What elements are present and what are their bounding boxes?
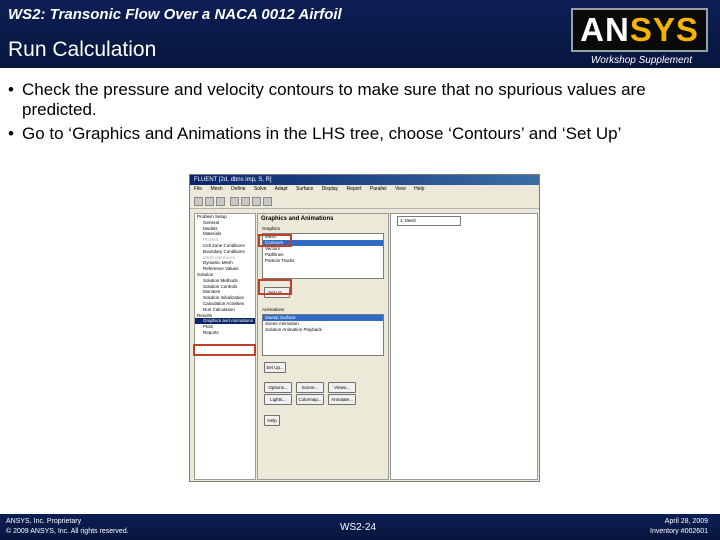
tree-item[interactable]: Solution xyxy=(197,271,214,277)
tree-item[interactable]: Phases xyxy=(203,237,219,243)
graphics-animations-panel xyxy=(257,213,389,480)
tree-item[interactable]: Plots xyxy=(203,324,214,330)
slide-title: WS2: Transonic Flow Over a NACA 0012 Airfoil xyxy=(8,6,342,23)
header-bar xyxy=(0,0,720,68)
tree-item[interactable]: Solution Initialization xyxy=(203,295,245,301)
tree-item[interactable]: Solution Controls xyxy=(203,283,238,289)
pan-icon[interactable] xyxy=(241,197,250,206)
graphics-item-mesh[interactable]: Mesh xyxy=(265,234,277,239)
bullet-item: • Check the pressure and velocity contours to make sure that no spurious values are predicted. xyxy=(8,80,646,119)
menu-adapt[interactable]: Adapt xyxy=(274,186,288,192)
graphics-item-contours[interactable]: Contours xyxy=(263,240,383,246)
tree-item[interactable]: Boundary Conditions xyxy=(203,248,245,254)
proprietary-text: ANSYS, Inc. Proprietary xyxy=(6,518,82,525)
menu-view[interactable]: View xyxy=(394,186,406,192)
fluent-menu-bar xyxy=(190,185,539,194)
menu-surface[interactable]: Surface xyxy=(296,186,314,192)
highlight-setup xyxy=(258,279,292,295)
tree-item[interactable]: Models xyxy=(203,225,218,231)
scene-button[interactable]: Scene... xyxy=(296,382,324,393)
lights-button[interactable]: Lights... xyxy=(264,394,292,405)
open-icon[interactable] xyxy=(194,197,203,206)
menu-parallel[interactable]: Parallel xyxy=(369,186,387,192)
annotate-button[interactable]: Annotate... xyxy=(328,394,356,405)
tree-item[interactable]: Monitors xyxy=(203,289,221,295)
bullet-text: Check the pressure and velocity contours to make sure that no spurious values are predicted. xyxy=(22,80,646,119)
bullet-text: Go to ‘Graphics and Animations in the LHS tree, choose ‘Contours’ and ‘Set Up’ xyxy=(22,124,622,143)
panel-title: Graphics and Animations xyxy=(261,216,334,222)
menu-file[interactable]: File xyxy=(194,186,203,192)
options-button[interactable]: Options... xyxy=(264,382,292,393)
menu-define[interactable]: Define xyxy=(231,186,246,192)
graphics-item-particle-tracks[interactable]: Particle Tracks xyxy=(265,258,295,263)
graphics-window-select[interactable]: 1: Mesh xyxy=(397,216,461,226)
date-text: April 28, 2009 xyxy=(664,518,708,525)
tree-item[interactable]: Reference Values xyxy=(203,266,239,272)
graphics-item-vectors[interactable]: Vectors xyxy=(265,246,281,251)
slide-number: WS2-24 xyxy=(340,522,377,533)
menu-report[interactable]: Report xyxy=(346,186,362,192)
bullet-list xyxy=(8,80,698,148)
colormap-button[interactable]: Colormap... xyxy=(296,394,324,405)
rotate-icon[interactable] xyxy=(230,197,239,206)
slide-subtitle: Run Calculation xyxy=(8,38,157,61)
print-icon[interactable] xyxy=(216,197,225,206)
workshop-supplement-label: Workshop Supplement xyxy=(590,55,692,66)
help-button[interactable]: Help xyxy=(264,415,280,426)
menu-display[interactable]: Display xyxy=(321,186,339,192)
copyright-text: © 2009 ANSYS, Inc. All rights reserved. xyxy=(6,528,129,535)
fit-icon[interactable] xyxy=(263,197,272,206)
footer-bar xyxy=(0,514,720,540)
animation-item-sweep-surface[interactable]: Sweep Surface xyxy=(263,315,383,321)
graphics-item-pathlines[interactable]: Pathlines xyxy=(265,252,284,257)
highlight-contours xyxy=(258,234,292,247)
animations-setup-button[interactable]: Set Up... xyxy=(264,362,286,373)
graphics-label: Graphics xyxy=(262,226,281,231)
ansys-logo xyxy=(571,8,708,52)
inventory-text: Inventory #002601 xyxy=(650,528,708,535)
tree-item[interactable]: Calculation Activities xyxy=(203,300,245,306)
bullet-item: • Go to ‘Graphics and Animations in the LHS tree, choose ‘Contours’ and ‘Set Up’ xyxy=(8,124,622,143)
zoom-icon[interactable] xyxy=(252,197,261,206)
tree-item[interactable]: Solution Methods xyxy=(203,277,238,283)
footer-left xyxy=(6,517,129,537)
fluent-screenshot xyxy=(189,174,540,482)
menu-mesh[interactable]: Mesh xyxy=(210,186,223,192)
graphics-setup-button[interactable]: Set Up... xyxy=(264,287,290,298)
animation-item-scene-animation[interactable]: Scene Animation xyxy=(265,321,299,326)
menu-help[interactable]: Help xyxy=(414,186,425,192)
tree-item[interactable]: Materials xyxy=(203,231,222,237)
animations-label: Animations xyxy=(262,307,285,312)
graphics-window[interactable] xyxy=(390,213,538,480)
animation-item-playback[interactable]: Solution Animation Playback xyxy=(265,327,322,332)
tree-item[interactable]: Problem Setup xyxy=(197,214,227,219)
tree-item[interactable]: Reports xyxy=(203,329,219,335)
menu-solve[interactable]: Solve xyxy=(253,186,267,192)
fluent-toolbar xyxy=(190,194,539,209)
footer-right xyxy=(650,517,708,537)
tree-item[interactable]: General xyxy=(203,219,220,225)
save-icon[interactable] xyxy=(205,197,214,206)
highlight-graphics-animations xyxy=(193,344,256,356)
fluent-title-bar: FLUENT [2d, dbns imp, S, R] xyxy=(190,175,539,185)
animations-list xyxy=(262,314,384,356)
tree-item[interactable]: Dynamic Mesh xyxy=(203,260,233,266)
tree-item[interactable]: Cell Zone Conditions xyxy=(203,242,245,248)
ansys-logo-text: ANSYS xyxy=(580,11,699,48)
tree-item[interactable]: Graphics and Animations xyxy=(195,318,255,324)
views-button[interactable]: Views... xyxy=(328,382,356,393)
tree-item[interactable]: Mesh Interfaces xyxy=(203,254,236,260)
tree-item[interactable]: Results xyxy=(197,312,213,318)
tree-item[interactable]: Run Calculation xyxy=(203,306,235,312)
